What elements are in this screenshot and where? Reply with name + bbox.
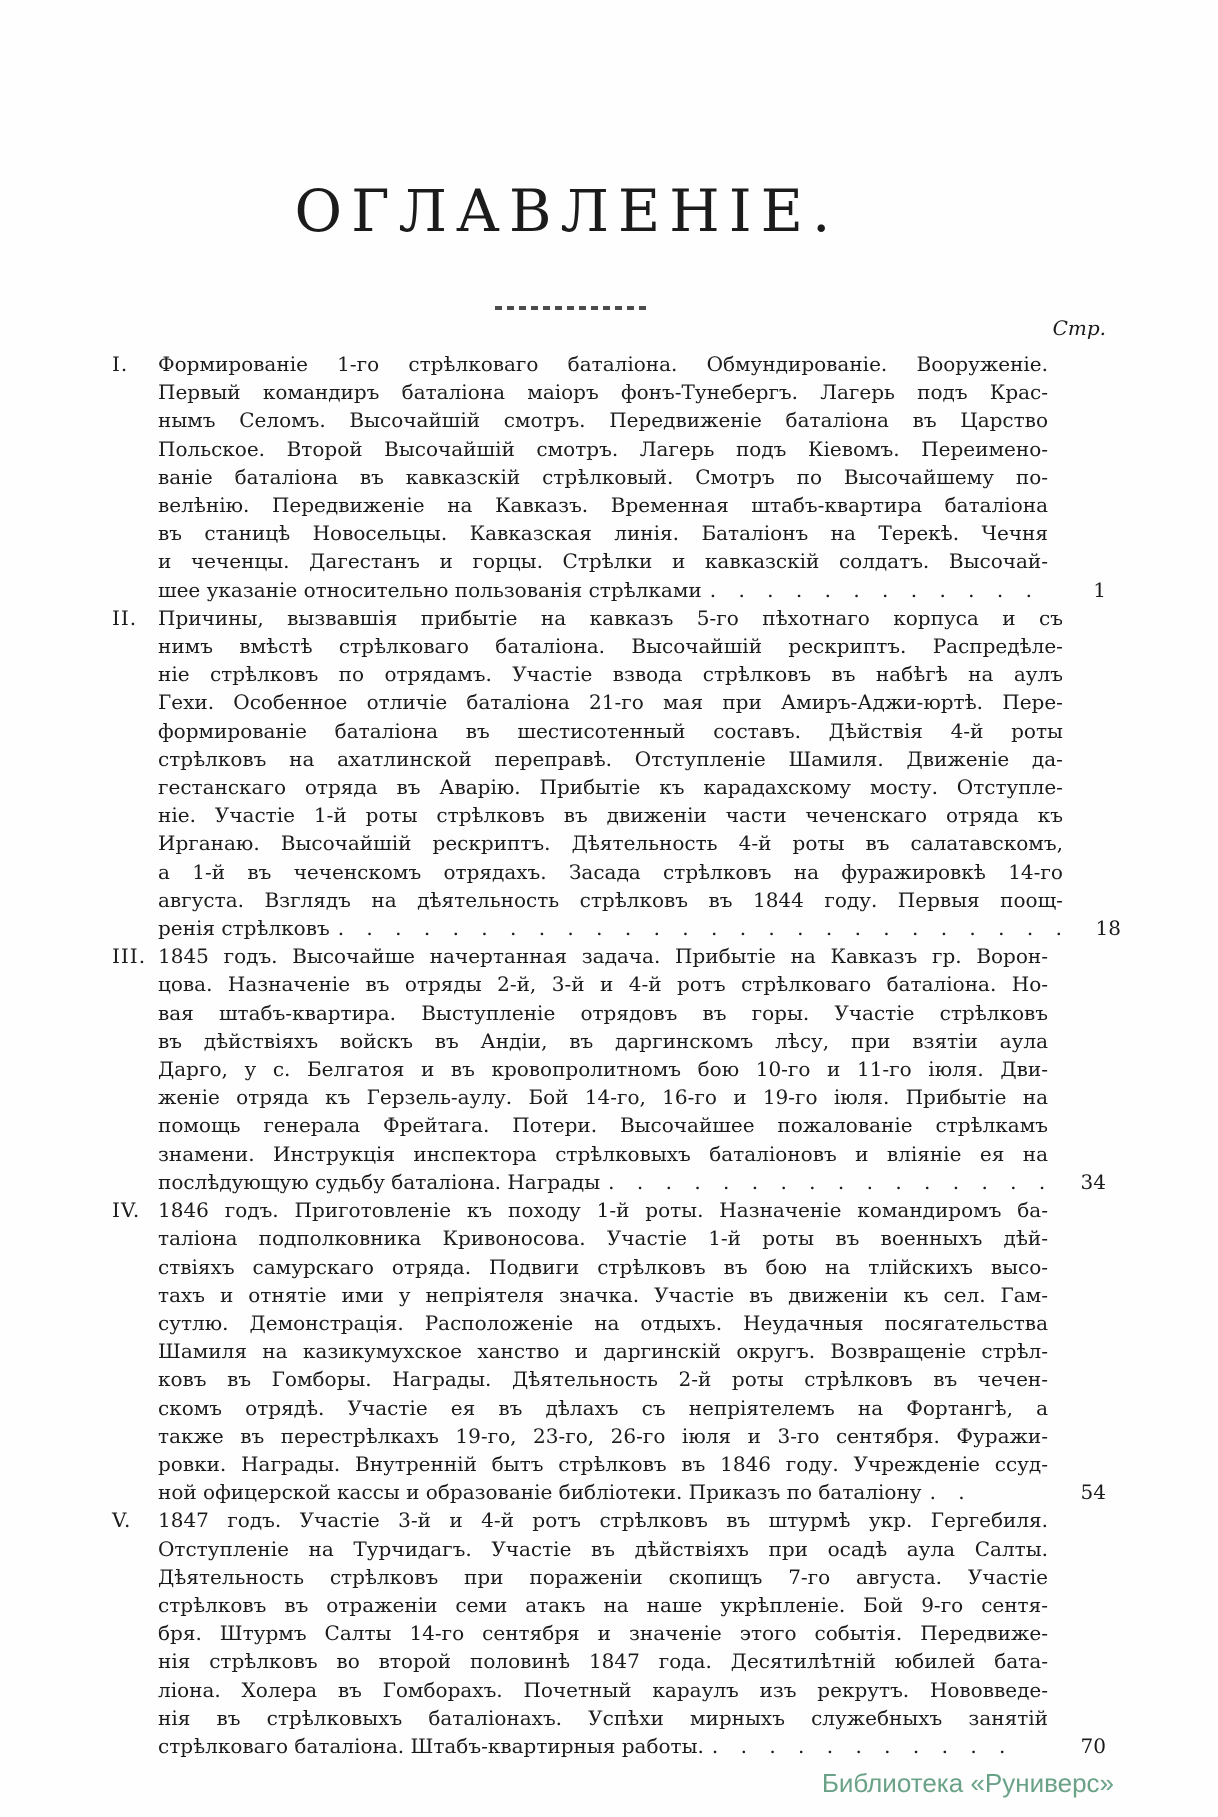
entry-text [158, 604, 1063, 942]
toc-line-last [158, 1478, 1048, 1506]
toc-line: ствіяхъ самурскаго отряда. Подвиги стрѣлковъ въ бою на тлійскихъ высо- [158, 1254, 1048, 1279]
toc-line: 1846 годъ. Приготовленіе къ походу 1-й роты. Назначеніе командиромъ ба- [158, 1198, 1048, 1223]
toc-line: Формированіе 1-го стрѣлковаго баталіона. Обмундированіе. Вооруженіе. [158, 352, 1048, 376]
toc-line: помощь генерала Фрейтага. Потери. Высочайшее пожалованіе стрѣлкамъ [158, 1113, 1048, 1138]
toc-line: Первый командиръ баталіона маіоръ фонъ-Тунебергъ. Лагерь подъ Крас- [158, 380, 1048, 405]
entry-text [158, 350, 1048, 604]
toc-line: ваніе баталіона въ кавказскій стрѣлковый. Смотръ по Высочайшему по- [158, 464, 1048, 489]
toc-line: 1845 годъ. Высочайше начертанная задача. Прибытіе на Кавказъ гр. Ворон- [158, 944, 1048, 969]
toc-line: нимъ вмѣстѣ стрѣлковаго баталіона. Высочайшій рескриптъ. Распредѣле- [158, 634, 1063, 659]
toc-entry [112, 350, 1106, 604]
toc-line: стрѣлковъ на ахатлинской переправѣ. Отступленіе Шамиля. Движеніе да- [158, 746, 1063, 771]
entry-numeral: III. [112, 944, 147, 969]
toc-line: въ станицѣ Новосельцы. Кавказская линія. Баталіонъ на Терекѣ. Чечня [158, 521, 1048, 546]
toc-entry [112, 1506, 1106, 1760]
entry-page-number: 34 [1080, 1169, 1106, 1194]
toc-line-last [158, 914, 1063, 942]
toc-line: велѣнію. Передвиженіе на Кавказъ. Временная штабъ-квартира баталіона [158, 493, 1048, 518]
toc-line: формированіе баталіона въ шестисотенный составъ. Дѣйствія 4-й роты [158, 718, 1063, 743]
page-title-text: ОГЛАВЛЕНІЕ. [294, 177, 840, 245]
entry-page-number: 1 [1093, 577, 1106, 602]
toc-line: нымъ Селомъ. Высочайшій смотръ. Передвиженіе баталіона въ Царство [158, 408, 1048, 433]
toc-line: августа. Взглядъ на дѣятельность стрѣлковъ въ 1844 году. Первыя поощ- [158, 887, 1063, 912]
entry-numeral: I. [112, 352, 129, 376]
toc-line: Гехи. Особенное отличіе баталіона 21-го мая при Амиръ-Аджи-юртѣ. Пере- [158, 690, 1063, 715]
entry-text [158, 1196, 1048, 1506]
toc-line: въ дѣйствіяхъ войскъ въ Андіи, въ даргинскомъ лѣсу, при взятіи аула [158, 1028, 1048, 1053]
entry-numeral: V. [112, 1508, 132, 1533]
toc-line: бря. Штурмъ Салты 14-го сентября и значеніе этого событія. Передвиже- [158, 1621, 1048, 1646]
dot-leaders: . . . . . . . . . . . . [709, 577, 1033, 602]
toc-line-last [158, 576, 1048, 604]
table-of-contents [112, 350, 1121, 1760]
toc-line: Шамиля на казикумухское ханство и даргинскій округъ. Возвращеніе стрѣл- [158, 1339, 1048, 1364]
toc-line-last [158, 1732, 1048, 1760]
page-column-header: Стр. [1052, 316, 1106, 340]
toc-line: ровки. Награды. Внутренній бытъ стрѣлковъ въ 1846 году. Учрежденіе ссуд- [158, 1451, 1048, 1476]
entry-text [158, 1506, 1048, 1760]
toc-line: ковъ въ Гомборы. Награды. Дѣятельность 2-й роты стрѣлковъ въ чечен- [158, 1367, 1048, 1392]
toc-line: тахъ и отнятіе ими у непріятеля значка. Участіе въ движеніи къ сел. Гам- [158, 1282, 1048, 1307]
toc-entry [112, 604, 1121, 942]
page-title [0, 0, 1218, 246]
toc-line: таліона подполковника Кривоносова. Участіе 1-й роты въ военныхъ дѣй- [158, 1226, 1048, 1251]
toc-line: нія въ стрѣлковыхъ баталіонахъ. Успѣхи мирныхъ служебныхъ занятій [158, 1705, 1048, 1730]
entry-page-number: 54 [1080, 1480, 1106, 1505]
toc-line: и чеченцы. Дагестанъ и горцы. Стрѣлки и кавказскій солдатъ. Высочай- [158, 549, 1048, 574]
toc-line: Ирганаю. Высочайшій рескриптъ. Дѣятельность 4-й роты въ салатавскомъ, [158, 831, 1063, 856]
toc-line: 1847 годъ. Участіе 3-й и 4-й ротъ стрѣлковъ въ штурмѣ укр. Гергебиля. [158, 1508, 1048, 1533]
toc-entry [112, 942, 1106, 1196]
toc-line-tail: шее указаніе относительно пользованія стрѣлками [158, 577, 702, 602]
entry-numeral: II. [112, 605, 138, 630]
toc-line: а 1-й въ чеченскомъ отрядахъ. Засада стрѣлковъ на фуражировкѣ 14-го [158, 859, 1063, 884]
toc-line: Польское. Второй Высочайшій смотръ. Лагерь подъ Кіевомъ. Переимено- [158, 436, 1048, 461]
toc-line: нія стрѣлковъ во второй половинѣ 1847 года. Десятилѣтній юбилей бата- [158, 1649, 1048, 1674]
toc-line: знамени. Инструкція инспектора стрѣлковыхъ баталіоновъ и вліяніе ея на [158, 1141, 1048, 1166]
toc-line-tail: ренія стрѣлковъ [158, 916, 330, 941]
decorative-divider [495, 306, 647, 310]
toc-line-tail: стрѣлковаго баталіона. Штабъ-квартирныя работы. [158, 1733, 704, 1758]
toc-line: ліона. Холера въ Гомборахъ. Почетный караулъ изъ рекрутъ. Нововведе- [158, 1677, 1048, 1702]
toc-line: вая штабъ-квартира. Выступленіе отрядовъ въ горы. Участіе стрѣлковъ [158, 1000, 1048, 1025]
toc-line: скомъ отрядѣ. Участіе ея въ дѣлахъ съ непріятелемъ на Фортангѣ, а [158, 1395, 1048, 1420]
entry-numeral: IV. [112, 1198, 141, 1223]
dot-leaders: . . . . . . . . . . . . . . . . [608, 1169, 1047, 1194]
entry-text [158, 942, 1048, 1196]
dot-leaders: . . [929, 1480, 966, 1505]
toc-line: Отступленіе на Турчидагъ. Участіе въ дѣйствіяхъ при осадѣ аула Салты. [158, 1536, 1048, 1561]
toc-line: стрѣлковъ въ отраженіи семи атакъ на наше укрѣпленіе. Бой 9-го сентя- [158, 1592, 1048, 1617]
dot-leaders: . . . . . . . . . . . [711, 1733, 1007, 1758]
toc-line-tail: послѣдующую судьбу баталіона. Награды [158, 1169, 601, 1194]
watermark: Библиотека «Руниверс» [821, 1768, 1114, 1798]
toc-line: Причины, вызвавшія прибытіе на кавказъ 5-го пѣхотнаго корпуса и съ [158, 605, 1063, 630]
toc-line: ніе стрѣлковъ по отрядамъ. Участіе взвода стрѣлковъ въ набѣгѣ на аулъ [158, 662, 1063, 687]
toc-line: женіе отряда къ Герзель-аулу. Бой 14-го, 16-го и 19-го іюля. Прибытіе на [158, 1085, 1048, 1110]
toc-line: цова. Назначеніе въ отряды 2-й, 3-й и 4-й ротъ стрѣлковаго баталіона. Но- [158, 972, 1048, 997]
toc-line: ніе. Участіе 1-й роты стрѣлковъ въ движеніи части чеченскаго отряда къ [158, 803, 1063, 828]
dot-leaders: . . . . . . . . . . . . . . . . . . . . . . . . . . [337, 916, 1063, 941]
toc-line: Дарго, у с. Белгатоя и въ кровопролитномъ бою 10-го и 11-го іюля. Дви- [158, 1057, 1048, 1082]
toc-line-tail: ной офицерской кассы и образованіе библіотеки. Приказъ по баталіону [158, 1480, 922, 1505]
toc-line: гестанскаго отряда въ Аварію. Прибытіе къ карадахскому мосту. Отступле- [158, 775, 1063, 800]
entry-page-number: 18 [1095, 916, 1121, 941]
toc-line: Дѣятельность стрѣлковъ при пораженіи скопищъ 7-го августа. Участіе [158, 1564, 1048, 1589]
toc-line-last [158, 1168, 1048, 1196]
toc-entry [112, 1196, 1106, 1506]
toc-line: также въ перестрѣлкахъ 19-го, 23-го, 26-го іюля и 3-го сентября. Фуражи- [158, 1423, 1048, 1448]
toc-line: сутлю. Демонстрація. Расположеніе на отдыхъ. Неудачныя посягательства [158, 1310, 1048, 1335]
entry-page-number: 70 [1080, 1733, 1106, 1758]
